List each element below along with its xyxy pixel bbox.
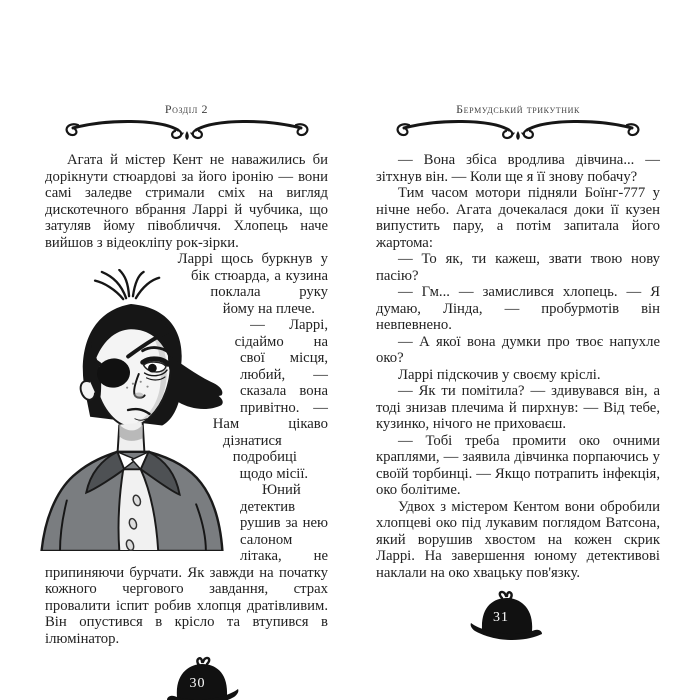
paragraph: Юний детектив рушив за нею салоном літака, не припиняючи бурчати. Як завжди на початку кожного чергового завдання, страх провалити іспит робив хлопця дратівливим. Він опустився в крісло та втупився в ілюмінатор. <box>45 482 328 647</box>
detective-hat-page-marker-icon <box>166 656 240 700</box>
page-left-body <box>45 152 328 647</box>
paragraph <box>45 251 328 317</box>
paragraph: — Тобі треба промити око очними краплями, — заявила дівчинка порпаючись у своїй торбинці. — Якщо потрапить інфекція, око болітиме. <box>376 432 660 498</box>
paragraph: Ларрі підскочив у своєму кріслі. <box>398 366 601 383</box>
paragraph: — Гм... — замислився хлопець. — Я думаю, Лінда, — пробурмотів він невпевнено. <box>376 284 660 333</box>
paragraph: — Ларрі, сідаймо на свої місця, любий, — сказала вона привітно. — Нам цікаво дізнатися подробиці щодо місії. <box>212 317 328 482</box>
page-right-footer <box>376 590 660 648</box>
boy-with-eye-patch-illustration <box>28 251 234 551</box>
header-flourish-icon <box>59 119 315 140</box>
paragraph: — Як ти помітила? — здивувався він, а тоді знизав плечима й пирхнув: — Від тебе, кузинко, нічого не приховаєш. <box>376 383 660 432</box>
page-right-body <box>376 152 660 581</box>
paragraph: — То як, ти кажеш, звати твою нову пасію? <box>376 251 660 284</box>
detective-hat-page-marker-icon <box>469 590 543 648</box>
paragraph: — Вона збіса вродлива дівчина... — зітхнув він. — Коли ще я її знову побачу? <box>376 152 660 185</box>
page-left-header <box>45 103 328 140</box>
paragraph: Удвох з містером Кентом вони обробили хлопцеві око під лукавим поглядом Ватсона, який ворушив хвостом на кожен скрик Ларрі. На завершення юному детективові наклали на око хвацьку пов'язку. <box>376 498 660 581</box>
paragraph: Тим часом мотори підняли Боїнг-777 у нічне небо. Агата дочекалася доки її кузен випустить пару, а потім запитала його жартома: <box>376 185 660 251</box>
header-flourish-icon <box>390 119 646 140</box>
chapter-title-left: Розділ 2 <box>164 102 209 116</box>
page-number: 30 <box>189 676 206 691</box>
chapter-title-right: Бермудський трикутник <box>456 102 580 116</box>
paragraph: Агата й містер Кент не наважились би дорікнути стюардові за його іронію — вони самі заледве стримали сміх на вигляд дискотечного вбрання Ларрі й чубчика, що затуляв йому півобличчя. Хлопець наче вийшов з відеокліпу рок-зірки. <box>45 152 328 251</box>
paragraph: — А якої вона думки про твоє напухле око? <box>376 333 660 366</box>
page-right-header <box>376 103 660 140</box>
paragraph-text: Ларрі щось буркнув у бік стюарда, а кузина поклала руку йому на плече. <box>177 251 328 317</box>
page-left-footer <box>45 656 328 700</box>
page-number: 31 <box>493 610 509 625</box>
page-right <box>350 0 700 700</box>
